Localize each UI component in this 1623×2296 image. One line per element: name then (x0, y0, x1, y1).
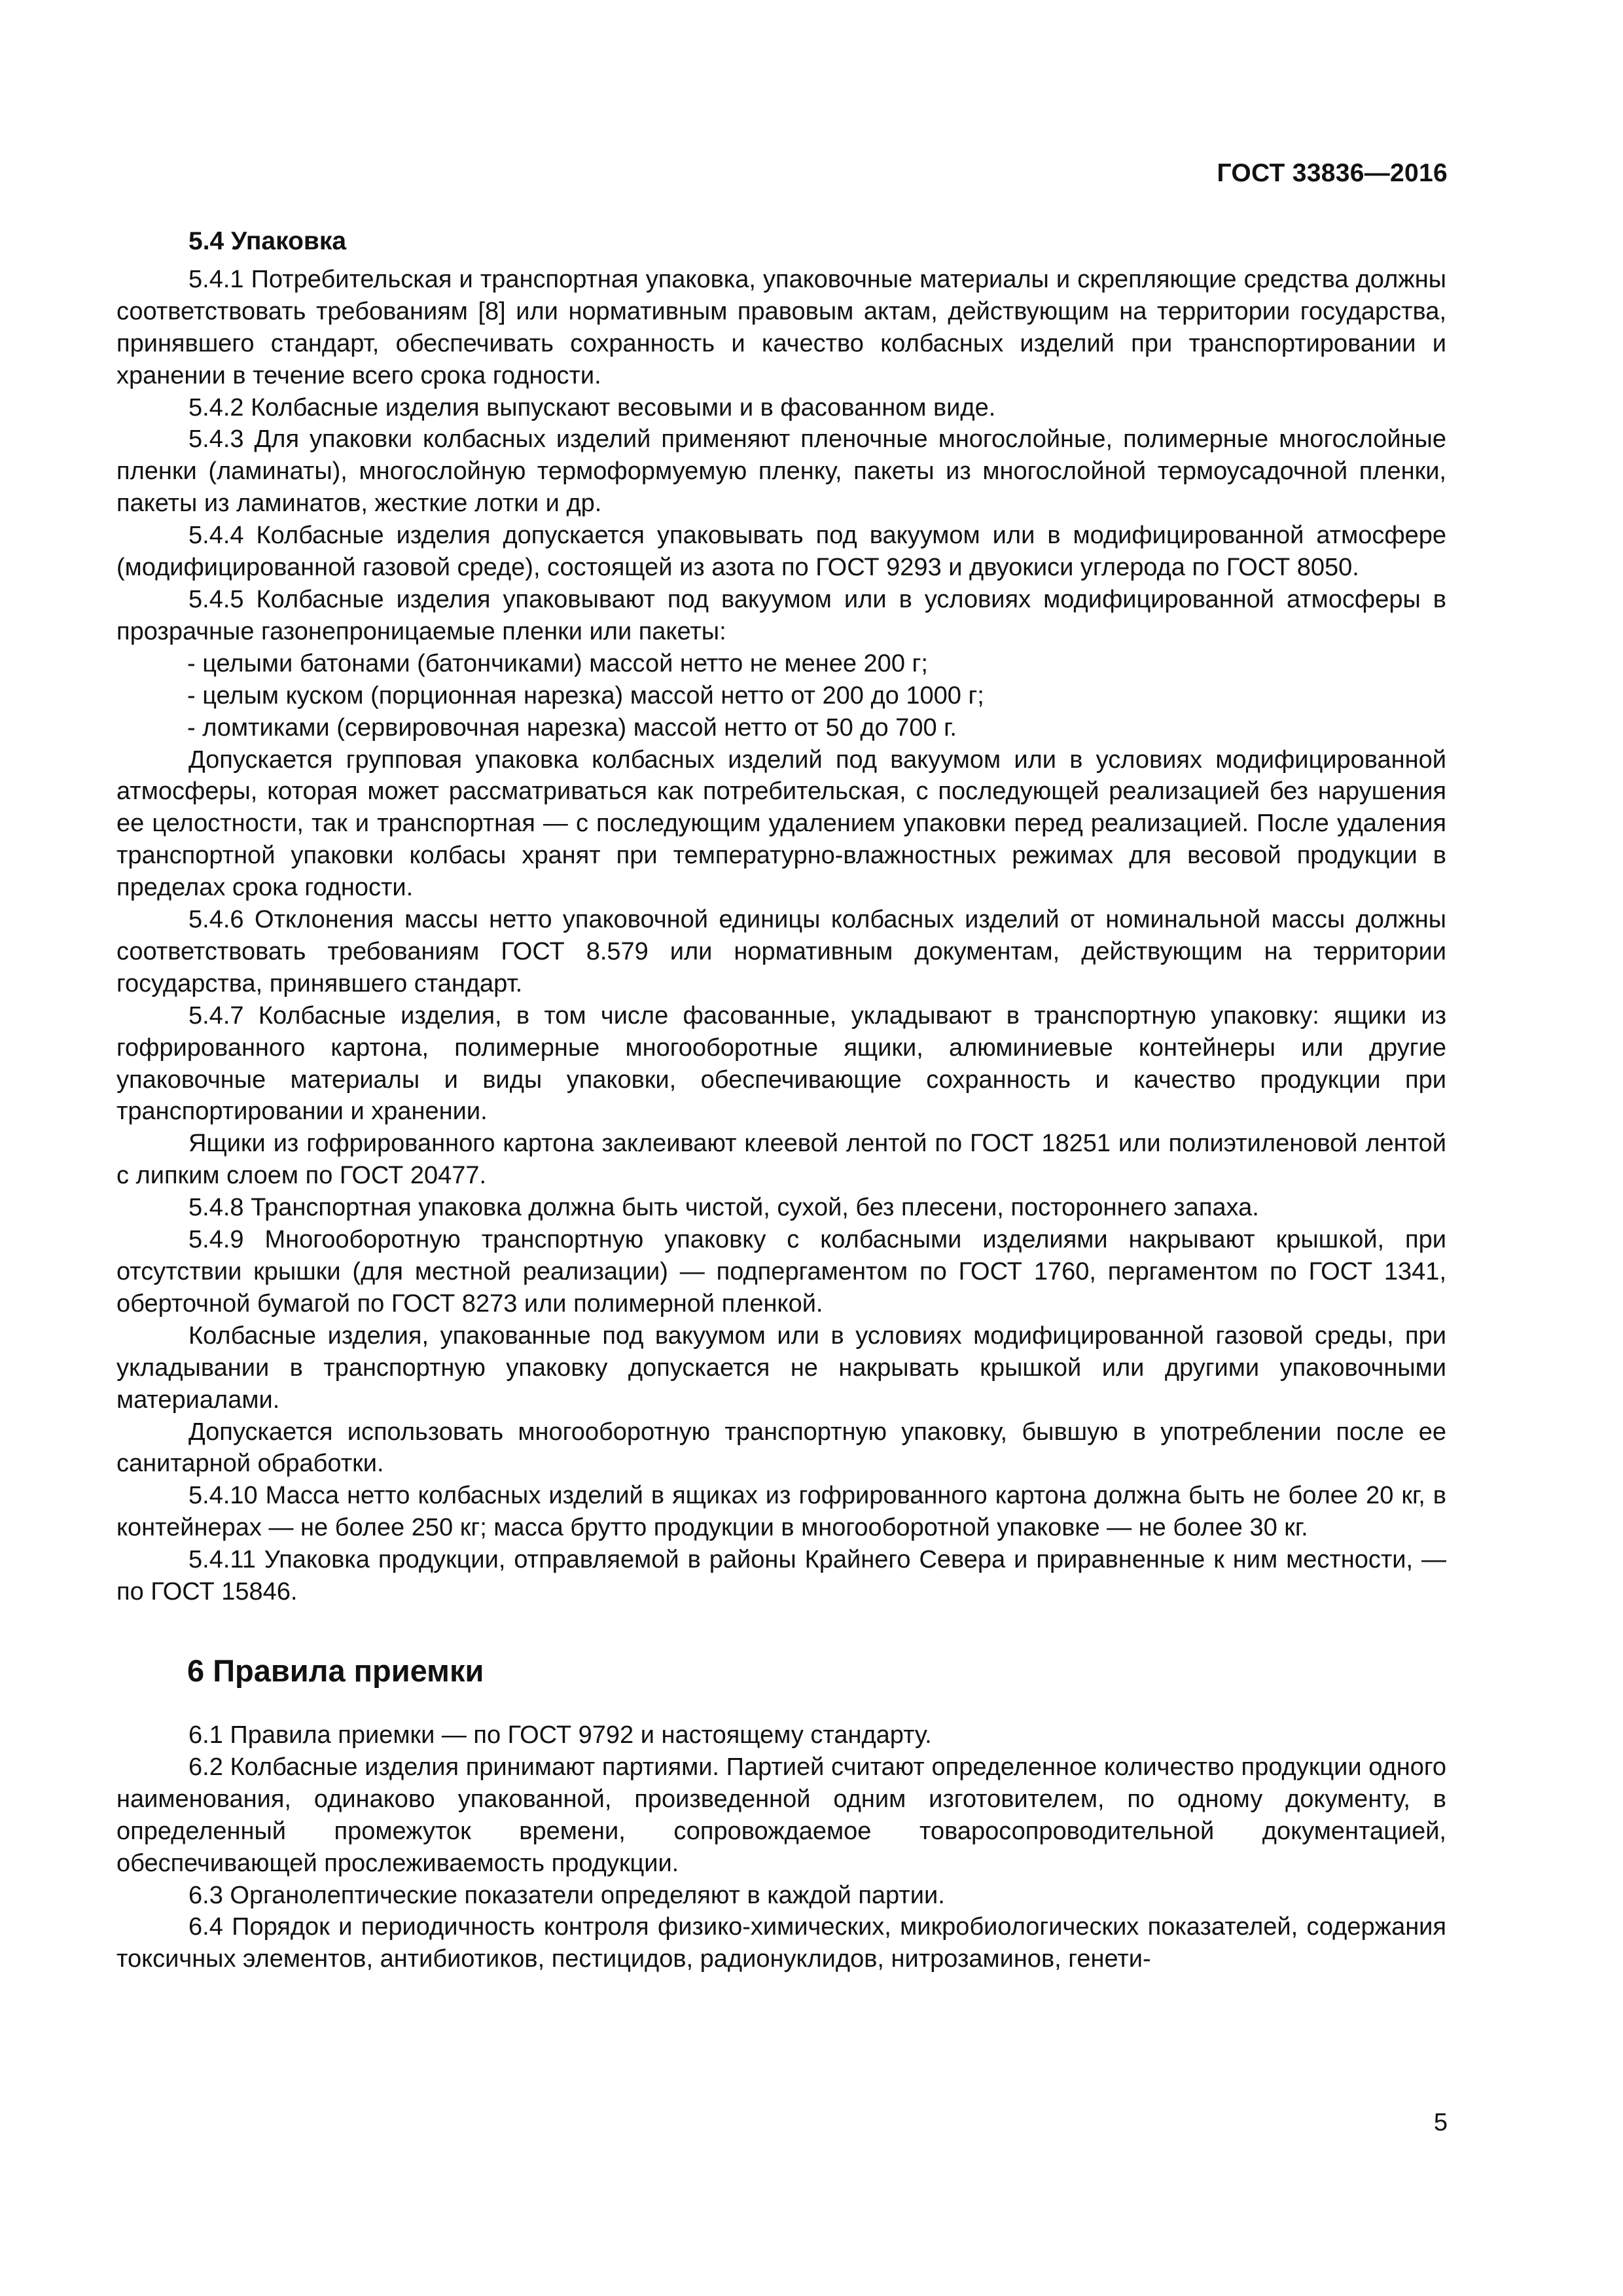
section-heading-6: 6 Правила приемки (187, 1653, 484, 1688)
paragraph-5-4-4: 5.4.4 Колбасные изделия допускается упаковывать под вакуумом или в модифицированной атмосфере (модифицированной газовой среде), состоящей из азота по ГОСТ 9293 и двуокиси углерода по ГОСТ 8050. (116, 522, 1446, 582)
paragraph-5-4-7: 5.4.7 Колбасные изделия, в том числе фасованные, укладывают в транспортную упаковку: ящики из гофрированного картона, полимерные многооборотные ящики, алюминиевые контейнеры или другие упаковочные материалы и виды упаковки, обеспечивающие сохранность и качество продукции при транспортировании и хранении. (116, 1001, 1446, 1126)
paragraph-5-4-10: 5.4.10 Масса нетто колбасных изделий в ящиках из гофрированного картона должна быть не более 20 кг, в контейнерах — не более 250 кг; масса брутто продукции в многооборотной упаковке — не более 30 кг. (116, 1482, 1446, 1542)
list-item: - ломтиками (сервировочная нарезка) массой нетто от 50 до 700 г. (187, 713, 957, 742)
document-code: ГОСТ 33836—2016 (1217, 159, 1448, 187)
subsection-heading-5-4: 5.4 Упаковка (188, 227, 347, 255)
paragraph-5-4-8: 5.4.8 Транспортная упаковка должна быть чистой, сухой, без плесени, постороннего запаха. (188, 1194, 1259, 1222)
paragraph-5-4-9: 5.4.9 Многооборотную транспортную упаковку с колбасными изделиями накрывают крышкой, при отсутствии крышки (для местной реализации) — подпергаментом по ГОСТ 1760, пергаментом по ГОСТ 1341, оберточной бумагой по ГОСТ 8273 или полимерной пленкой. (116, 1226, 1446, 1318)
paragraph-reusable-packaging: Допускается использовать многооборотную транспортную упаковку, бывшую в употреблении после ее санитарной обработки. (116, 1418, 1446, 1478)
page-number: 5 (1433, 2109, 1448, 2136)
paragraph-6-1: 6.1 Правила приемки — по ГОСТ 9792 и настоящему стандарту. (188, 1721, 932, 1749)
paragraph-5-4-6: 5.4.6 Отклонения массы нетто упаковочной единицы колбасных изделий от номинальной массы должны соответствовать требованиям ГОСТ 8.579 или нормативным документам, действующим на территории государства, принявшего стандарт. (116, 906, 1446, 997)
paragraph-5-4-2: 5.4.2 Колбасные изделия выпускают весовыми и в фасованном виде. (188, 393, 996, 422)
paragraph-6-2: 6.2 Колбасные изделия принимают партиями. Партией считают определенное количество продукции одного наименования, одинаково упакованной, произведенной одним изготовителем, по одному документу, в определенный промежуток времени, сопровождаемое товаросопроводительной документацией, обеспечивающей прослеживаемость продукции. (116, 1753, 1446, 1877)
page-content (116, 226, 1446, 1975)
paragraph-5-4-3: 5.4.3 Для упаковки колбасных изделий применяют пленочные многослойные, полимерные многослойные пленки (ламинаты), многослойную термоформуемую пленку, пакеты из многослойной термоусадочной пленки, пакеты из ламинатов, жесткие лотки и др. (116, 425, 1446, 518)
paragraph-group-packaging: Допускается групповая упаковка колбасных изделий под вакуумом или в условиях модифицированной атмосферы, которая может рассматриваться как потребительская, с последующей реализацией без нарушения ее целостности, так и транспортная — с последующим удалением упаковки перед реализацией. После удаления транспортной упаковки колбасы хранят при температурно-влажностных режимах для весовой продукции в пределах срока годности. (116, 745, 1446, 902)
paragraph-6-4: 6.4 Порядок и периодичность контроля физико-химических, микробиологических показателей, содержания токсичных элементов, антибиотиков, пестицидов, радионуклидов, нитрозаминов, генети- (116, 1913, 1446, 1973)
paragraph-6-3: 6.3 Органолептические показатели определяют в каждой партии. (188, 1881, 945, 1909)
paragraph-vacuum-packed: Колбасные изделия, упакованные под вакуумом или в условиях модифицированной газовой среды, при укладывании в транспортную упаковку допускается не накрывать крышкой или другими упаковочными материалами. (116, 1321, 1446, 1414)
paragraph-5-4-5: 5.4.5 Колбасные изделия упаковывают под вакуумом или в условиях модифицированной атмосферы в прозрачные газонепроницаемые пленки или пакеты: (116, 585, 1446, 645)
list-item: - целыми батонами (батончиками) массой нетто не менее 200 г; (187, 649, 928, 677)
paragraph-5-4-11: 5.4.11 Упаковка продукции, отправляемой в районы Крайнего Севера и приравненные к ним местности, — по ГОСТ 15846. (116, 1546, 1446, 1606)
paragraph-boxes-taping: Ящики из гофрированного картона заклеивают клеевой лентой по ГОСТ 18251 или полиэтиленовой лентой с липким слоем по ГОСТ 20477. (116, 1130, 1446, 1190)
list-item: - целым куском (порционная нарезка) массой нетто от 200 до 1000 г; (187, 681, 984, 709)
paragraph-5-4-1: 5.4.1 Потребительская и транспортная упаковка, упаковочные материалы и скрепляющие средства должны соответствовать требованиям [8] или нормативным правовым актам, действующим на территории государства, принявшего стандарт, обеспечивать сохранность и качество колбасных изделий при транспортировании и хранении в течение всего срока годности. (116, 265, 1446, 389)
